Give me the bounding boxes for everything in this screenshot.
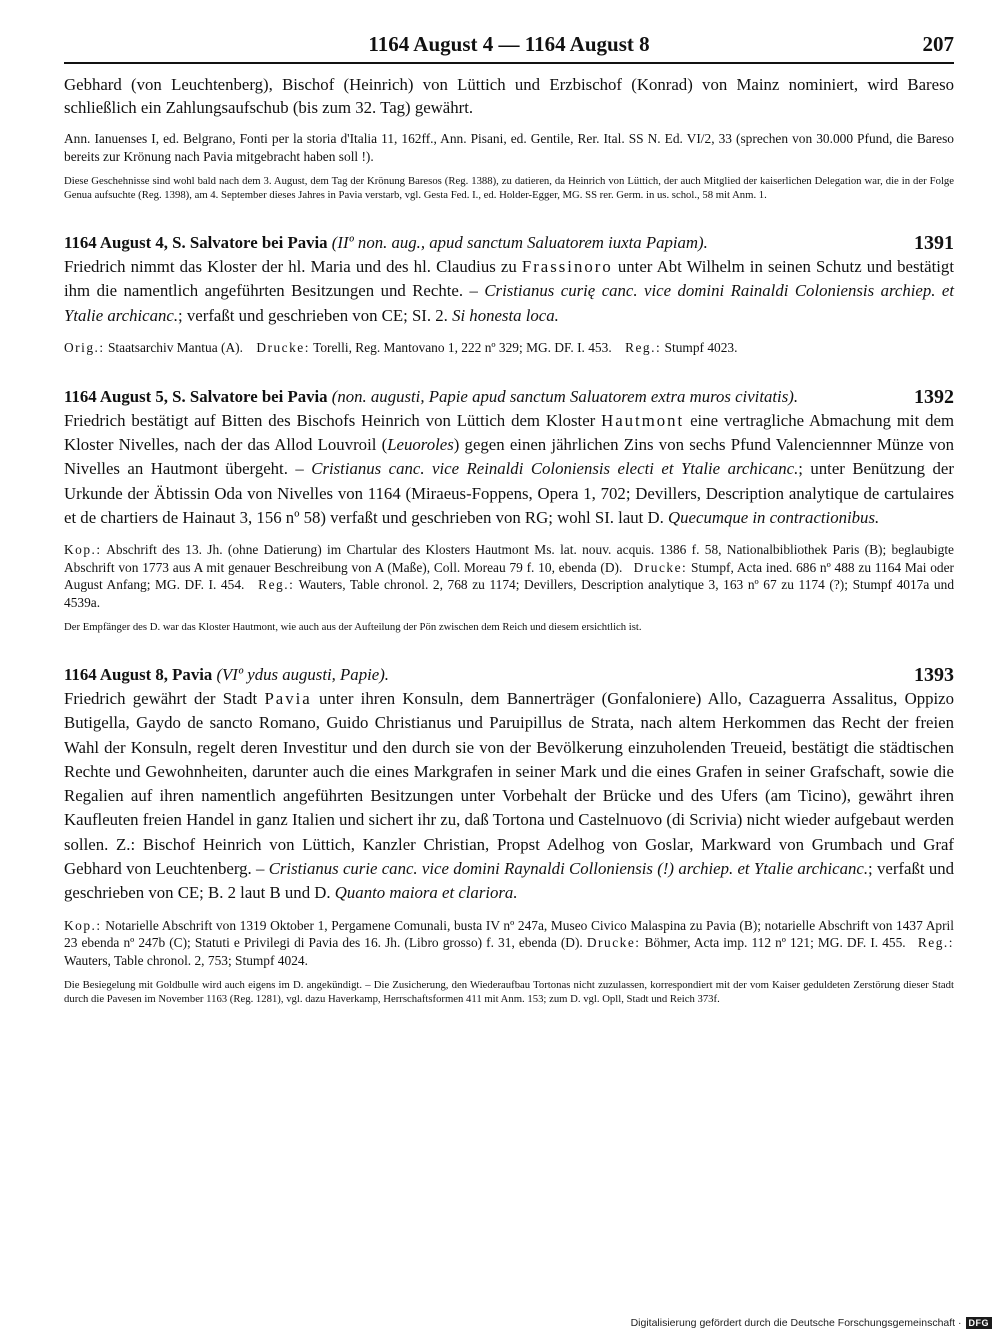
document-page bbox=[64, 28, 954, 1007]
entry-sources: Kop.: Abschrift des 13. Jh. (ohne Datierung) im Chartular des Klosters Hautmont Ms. lat. nouv. acquis. 1386 f. 58, Nationalbibliothek Paris (B); beglaubigte Abschrift von 1773 aus A mit genauer Beschreibung von A (Maße), Coll. Moreau 79 f. 10, ebenda (D). Drucke: Stumpf, Acta ined. 686 nº 488 zu 1164 Mai oder August Anfang; MG. DF. I. 454. Reg.: Wauters, Table chronol. 2, 768 zu 1174; Devillers, Description analytique 3, 163 nº 67 zu 1174 (?); Stumpf 4017a und 4539a. bbox=[64, 542, 955, 610]
entry-date-place: 1164 August 4, S. Salvatore bei Pavia bbox=[64, 233, 328, 253]
entry-date-place: 1164 August 5, S. Salvatore bei Pavia bbox=[64, 387, 328, 407]
entry-note: Der Empfänger des D. war das Kloster Hautmont, wie auch aus der Aufteilung der Pön zwischen dem Reich und diesem ersichtlich ist. bbox=[64, 621, 642, 634]
entry-note: Die Besiegelung mit Goldbulle wird auch eigens im D. angekündigt. – Die Zusicherung, den Wiederaufbau Tortonas nicht zuzulassen, korrespondiert mit der vom Kaiser geduldeten Zerstörung dieser Stadt durch die Pavesen im November 1163 (Reg. 1281), vgl. dazu Haverkamp, Herrschaftsformen 411 mit Anm. 153; zum D. vgl. Opll, Stadt und Reich 373f. bbox=[64, 979, 954, 1006]
place-name: Hautmont bbox=[601, 410, 685, 430]
regest-entry-1391 bbox=[64, 232, 954, 356]
entry-body: Friedrich nimmt das Kloster der hl. Maria und des hl. Claudius zu Frassinoro unter Abt Wilhelm in seinen Schutz und bestätigt ihm die namentlich angeführten Besitzungen und Rechte. – Cristianus curię canc. vice domini Rainaldi Coloniensis archiep. et Ytalie archicanc.; verfaßt und geschrieben von CE; SI. 2. Si honesta loca. bbox=[64, 256, 954, 325]
running-head bbox=[64, 28, 954, 64]
continuation-sources: Ann. Ianuenses I, ed. Belgrano, Fonti per la storia d'Italia 11, 162ff., Ann. Pisani, ed. Gentile, Rer. Ital. SS N. Ed. VI/2, 33 (sprechen von 30.000 Pfund, die Bareso bereits zur Krönung nach Pavia mitgebracht haben soll !). bbox=[64, 131, 954, 164]
entry-latin-date: (IIº non. aug., apud sanctum Saluatorem iuxta Papiam). bbox=[331, 233, 708, 253]
entry-date-place: 1164 August 8, Pavia bbox=[64, 665, 213, 685]
regest-entry-1393 bbox=[64, 664, 954, 1006]
entry-body: Friedrich gewährt der Stadt Pavia unter ihren Konsuln, dem Bannerträger (Gonfaloniere) Allo, Cazaguerra Assalitus, Oppizo Butigella, Gaydo de sancto Romano, Guido Christianus und Paruipillus de Strata, nach altem Herkommen das Recht der freien Wahl der Konsuln, regelt deren Investitur und den durch sie von der Bevölkerung einzuholenden Treueid, bestätigt die städtischen Rechte und Gewohnheiten, darunter auch die eines Markgrafen in seiner Mark und die eines Grafen in seiner Grafschaft, sowie die Regalien auf ihren namentlich angeführten Besitzungen unter Vorbehalt der Brücke und des Ufers (am Ticino), gewährt ihren Kaufleuten freien Handel in ganz Italien und sichert ihr zu, daß Tortona und Castelnuovo (di Scrivia) nicht wieder aufgebaut werden sollen. Z.: Bischof Heinrich von Lüttich, Kanzler Christian, Propst Adelhog von Goslar, Markward von Grumbach und Graf Gebhard von Leuchtenberg. – Cristianus curie canc. vice domini Raynaldi Colloniensis (!) archiep. et Ytalie archicanc.; verfaßt und geschrieben von CE; B. 2 laut B und D. Quanto maiora et clariora. bbox=[64, 688, 955, 903]
place-name: Frassinoro bbox=[521, 256, 613, 276]
digitization-footer bbox=[631, 1317, 992, 1329]
place-name: Pavia bbox=[264, 688, 312, 708]
continuation-text: Gebhard (von Leuchtenberg), Bischof (Heinrich) von Lüttich und Erzbischof (Konrad) von Mainz nominiert, wird Bareso schließlich ein Zahlungsaufschub (bis zum 32. Tag) gewährt. bbox=[64, 75, 954, 117]
entry-heading bbox=[64, 232, 954, 255]
dfg-logo: DFG bbox=[966, 1317, 993, 1329]
entry-latin-date: (non. augusti, Papie apud sanctum Saluatorem extra muros civitatis). bbox=[331, 387, 799, 407]
entry-heading bbox=[64, 386, 954, 409]
footer-text: Digitalisierung gefördert durch die Deutsche Forschungsgemeinschaft · bbox=[630, 1317, 962, 1329]
running-title: 1164 August 4 — 1164 August 8 bbox=[368, 32, 650, 56]
entry-heading bbox=[64, 664, 954, 687]
regest-number: 1392 bbox=[914, 386, 954, 409]
entry-body: Friedrich bestätigt auf Bitten des Bischofs Heinrich von Lüttich dem Kloster Hautmont eine vertragliche Abmachung mit dem Kloster Nivelles, nach der das Allod Louvroil (Leuoroles) gegen einen jährlichen Zins von sechs Pfund Valenciennner Münze von Nivelles an Hautmont übergeht. – Cristianus canc. vice Reinaldi Coloniensis electi et Ytalie archicanc.; unter Benützung der Urkunde der Äbtissin Oda von Nivelles von 1164 (Miraeus-Foppens, Opera 1, 702; Devillers, Description analytique de cartulaires et de chartiers de Hainaut 3, 156 nº 58) verfaßt und geschrieben von RG; wohl SI. laut D. Quecumque in contractionibus. bbox=[64, 410, 954, 527]
entry-sources: Orig.: Staatsarchiv Mantua (A). Drucke: Torelli, Reg. Mantovano 1, 222 nº 329; MG. DF. I. 453. Reg.: Stumpf 4023. bbox=[64, 339, 738, 355]
entry-latin-date: (VIº ydus augusti, Papie). bbox=[216, 665, 389, 685]
entry-sources: Kop.: Notarielle Abschrift von 1319 Oktober 1, Pergamene Comunali, busta IV nº 247a, Museo Civico Malaspina zu Pavia (B); notarielle Abschrift von 1437 April 23 ebenda nº 247b (C); Statuti e Privilegi di Pavia des 16. Jh. (Libro grosso) f. 31, ebenda (D). Drucke: Böhmer, Acta imp. 112 nº 121; MG. DF. I. 455. Reg.: Wauters, Table chronol. 2, 753; Stumpf 4024. bbox=[64, 917, 954, 968]
regest-number: 1393 bbox=[914, 664, 954, 687]
page-number: 207 bbox=[922, 32, 954, 56]
regest-entry-1392 bbox=[64, 386, 954, 634]
regest-number: 1391 bbox=[914, 232, 954, 255]
continuation-note: Diese Geschehnisse sind wohl bald nach dem 3. August, dem Tag der Krönung Baresos (Reg. 1388), zu datieren, da Heinrich von Lüttich, der auch Mitglied der kaiserlichen Delegation war, die in der Folge Genua aufsuchte (Reg. 1398), am 4. September dieses Jahres in Pavia verstarb, vgl. Gesta Fed. I., ed. Holder-Egger, MG. SS rer. Germ. in us. schol., 58 mit Anm. 1. bbox=[64, 175, 954, 202]
